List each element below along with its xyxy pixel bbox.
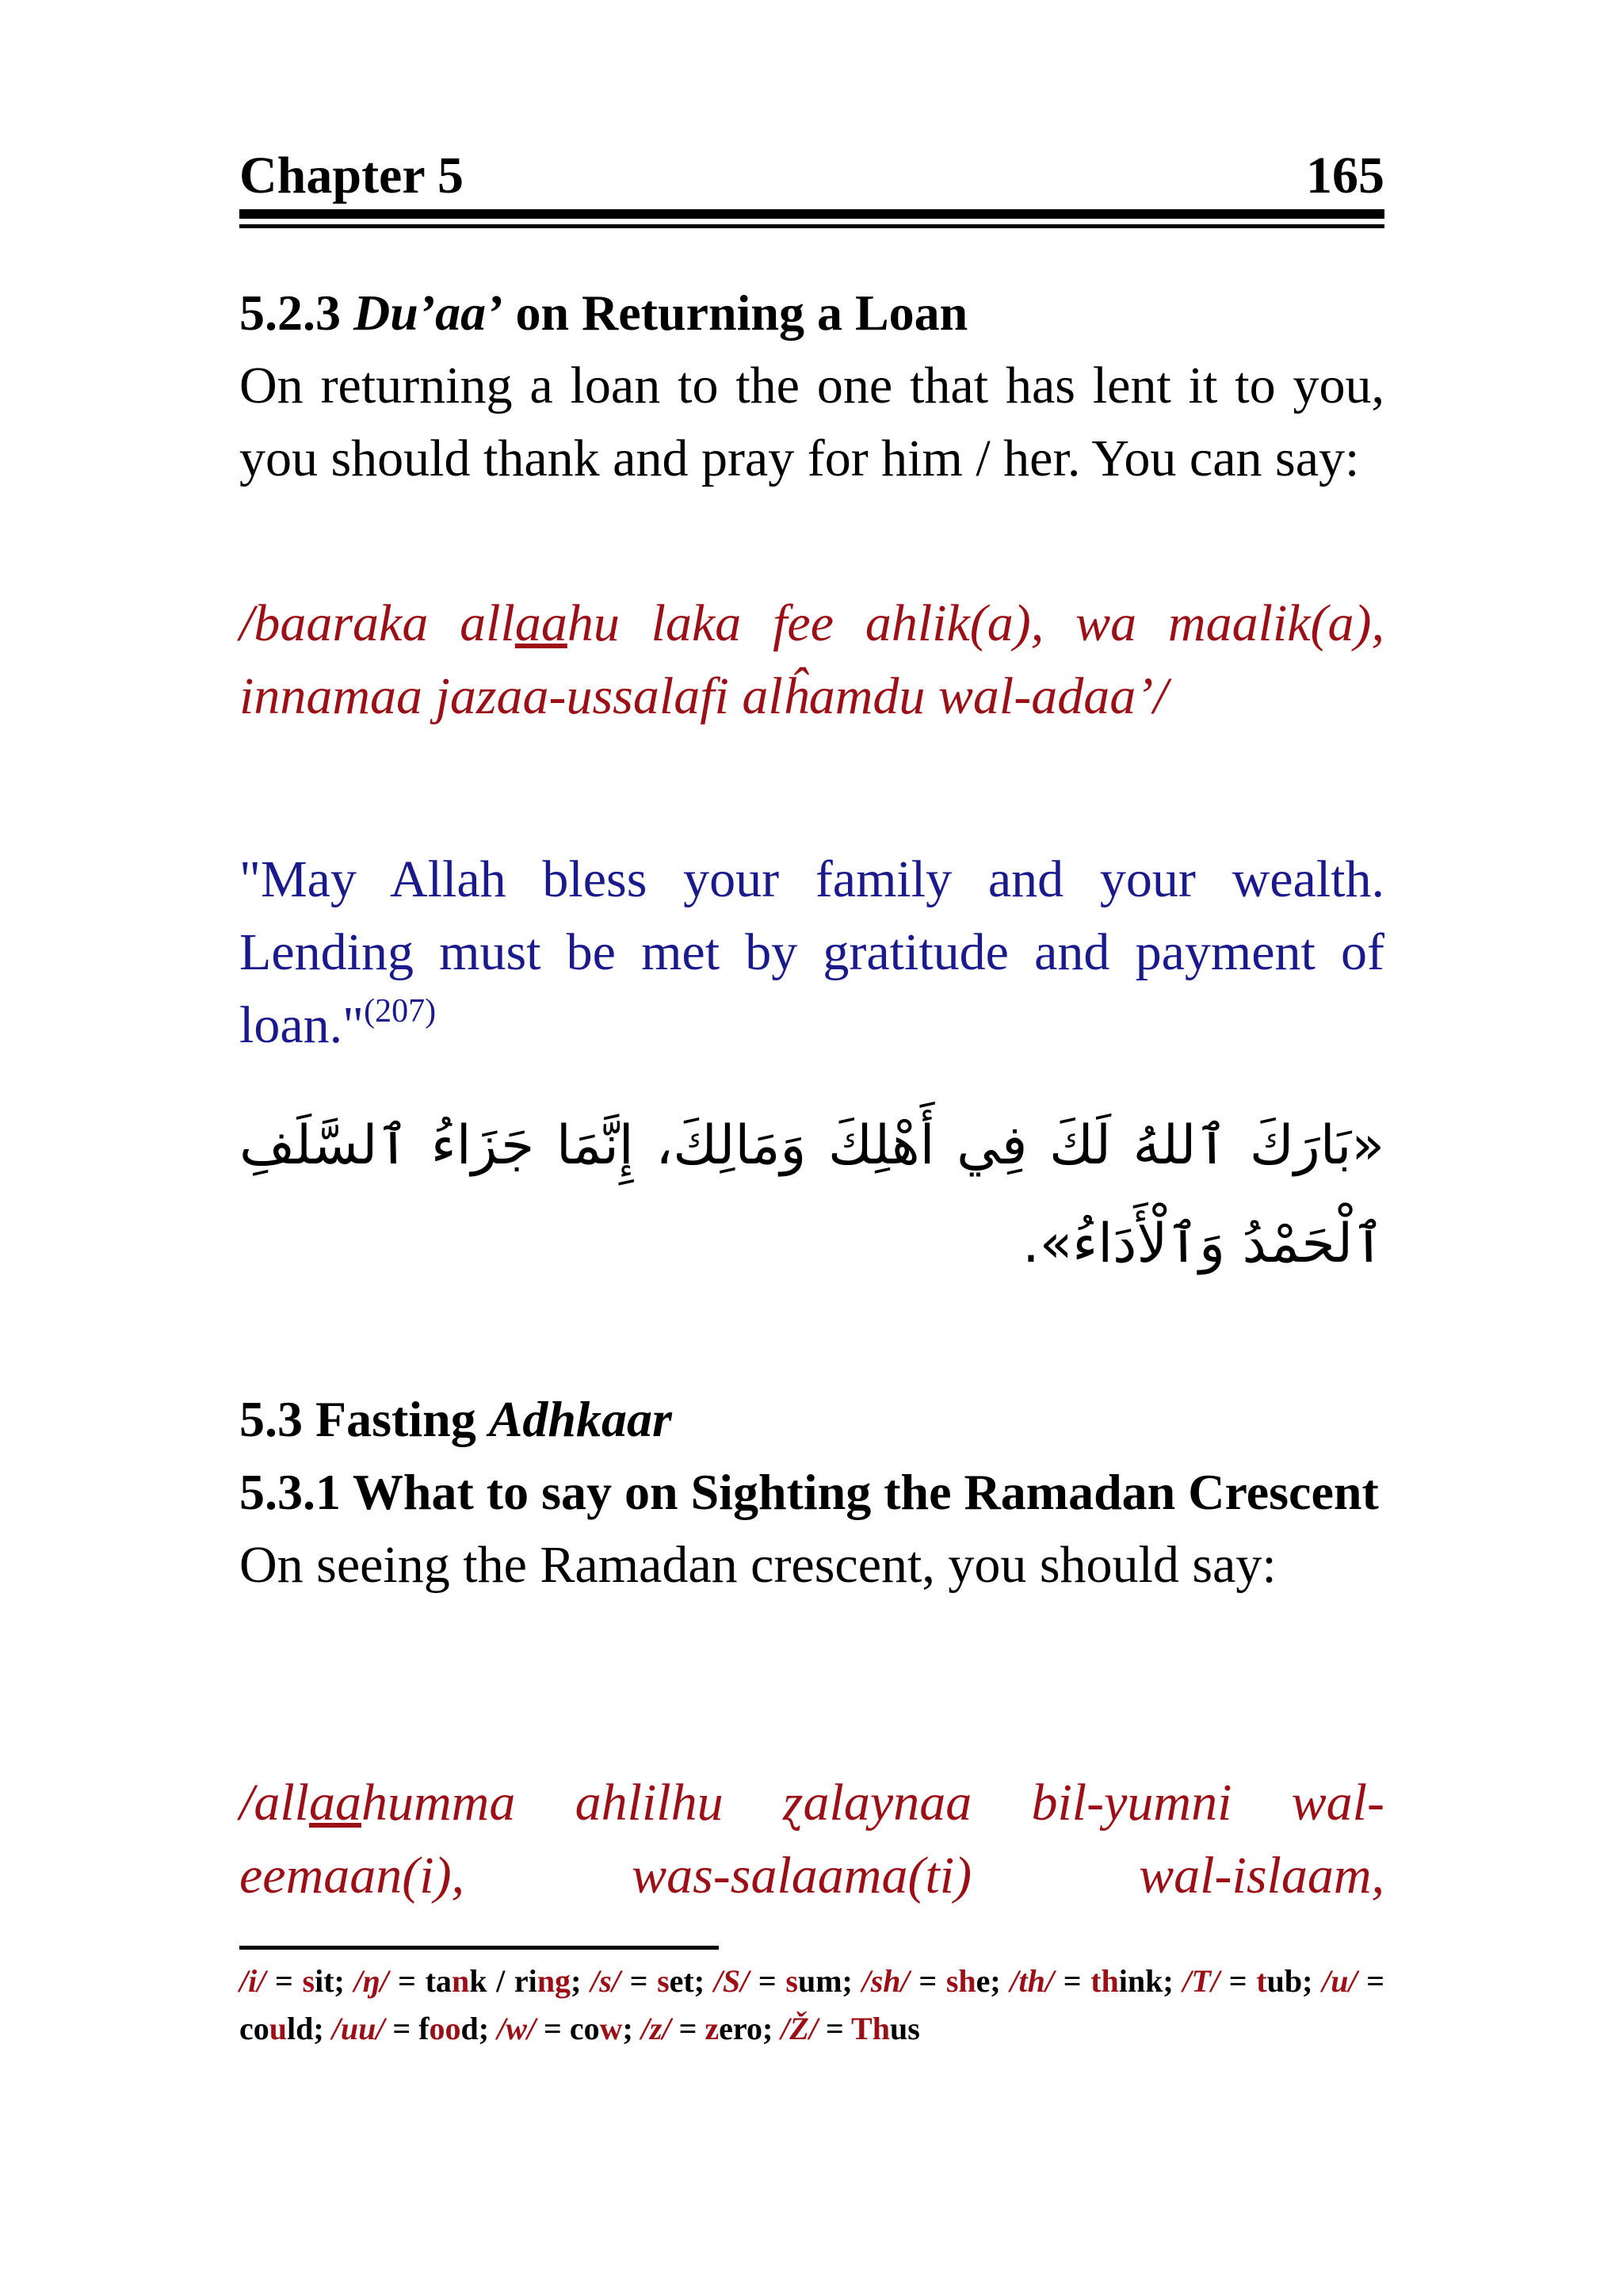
- fn-item: ng;: [537, 1963, 591, 1999]
- fn-item: /u/ = could;: [239, 1963, 1385, 2046]
- transliteration: /baaraka allaahu laka fee ahlik(a), wa maalik(a), innamaa jazaa-ussalafi alĥamdu wal-adaa’/: [239, 594, 1384, 725]
- footnote: [239, 1958, 1384, 2053]
- translation: "May Allah bless your family and your wealth. Lending must be met by gratitude and payment of loan."$^{(207)}$: [239, 850, 1384, 1054]
- section-5-2-3: [239, 277, 1384, 495]
- arabic-dua: «بَارَكَ ٱللهُ لَكَ فِي أَهْلِكَ وَمَالِكَ، إِنَّمَا جَزَاءُ ٱلسَّلَفِ ٱلْحَمْدُ وَٱلْأَدَاءُ».: [239, 1114, 1384, 1275]
- subsection-heading: 5.3.1 What to say on Sighting the Ramadan Crescent: [239, 1464, 1379, 1520]
- fn-item: /sh/ = she;: [861, 1963, 1010, 1999]
- section-5-3: [239, 1383, 1384, 1602]
- transliteration-block-2: [239, 1767, 1384, 1912]
- header-rule-thin: [239, 224, 1384, 228]
- fn-item: /s/ = set;: [590, 1963, 714, 1999]
- translation-block: [239, 843, 1384, 1062]
- page-header: [239, 147, 1384, 202]
- arabic-block: [239, 1097, 1384, 1293]
- fn-item: /Ž/ = Thus: [781, 2011, 920, 2046]
- fn-item: /th/ = think;: [1010, 1963, 1183, 1999]
- fn-item: /ŋ/ = tank / ri: [353, 1963, 537, 1999]
- fn-item: /uu/ = food;: [331, 2011, 498, 2046]
- fn-item: /z/ = zero;: [640, 2011, 781, 2046]
- page-number: 165: [1306, 147, 1384, 204]
- fn-item: /w/ = cow;: [497, 2011, 641, 2046]
- fn-item: /i/ = sit;: [239, 1963, 354, 1999]
- subsection-body: On seeing the Ramadan crescent, you should say:: [239, 1536, 1277, 1594]
- transliteration-block: [239, 587, 1384, 733]
- footnote-rule: [239, 1946, 719, 1950]
- transliteration: /allaahumma ahlilhu ɀalaynaa bil-yumni wal-eemaan(i), was-salaama(ti) wal-islaam,: [239, 1774, 1384, 1904]
- fn-item: /T/ = tub;: [1182, 1963, 1323, 1999]
- chapter-title: Chapter 5: [239, 147, 464, 204]
- section-heading: 5.2.3 Du’aa’ on Returning a Loan: [239, 285, 968, 341]
- section-body: On returning a loan to the one that has lent it to you, you should thank and pray for him / her. You can say:: [239, 357, 1384, 487]
- section-heading: 5.3 Fasting Adhkaar: [239, 1391, 672, 1447]
- footnote-ref: (207): [364, 993, 437, 1030]
- header-rule-thick: [239, 209, 1384, 219]
- fn-item: /S/ = sum;: [713, 1963, 862, 1999]
